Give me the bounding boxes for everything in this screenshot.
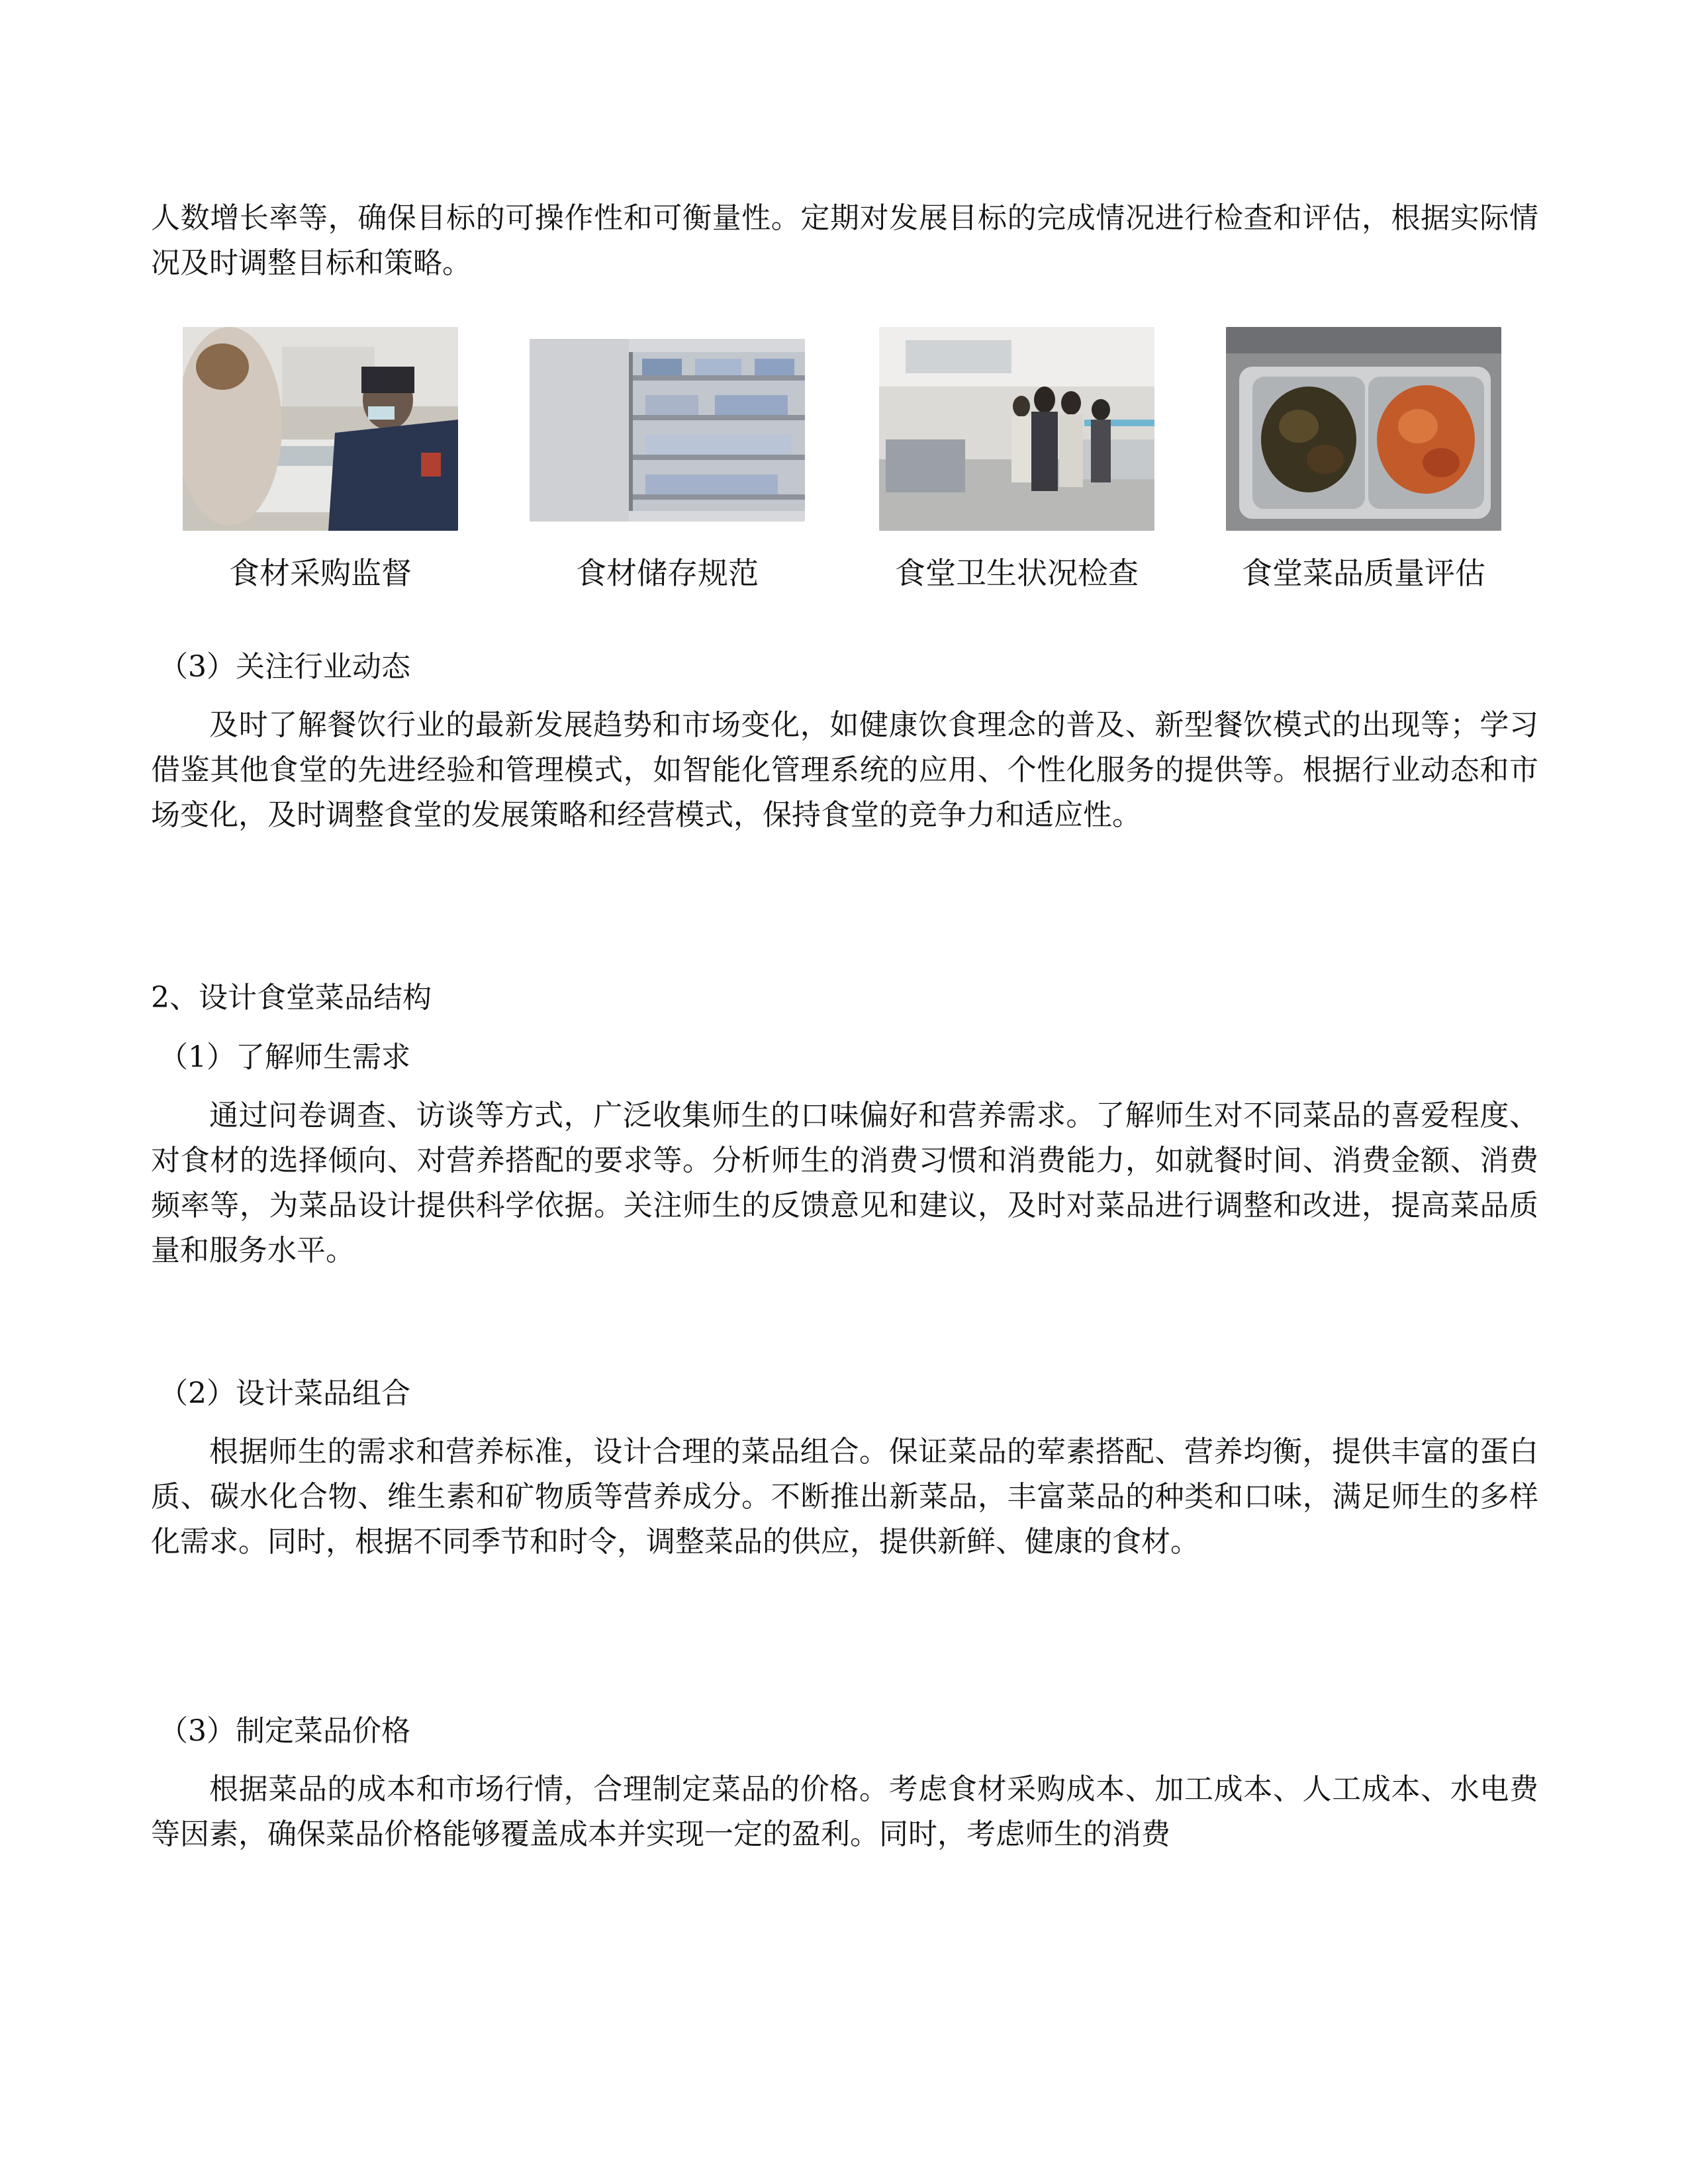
section-heading-industry-trends: （3）关注行业动态 [159, 650, 410, 684]
section-heading-menu-structure: 2、设计食堂菜品结构 [151, 981, 432, 1015]
storage-shelf-photo [530, 339, 805, 522]
inspection-photo [183, 327, 458, 531]
industry-trends-paragraph: 及时了解餐饮行业的最新发展趋势和市场变化，如健康饮食理念的普及、新型餐饮模式的出现等；学习借鉴其他食堂的先进经验和管理模式，如智能化管理系统的应用、个性化服务的提供等。根据行业动态和市场变化，及时调整食堂的发展策略和经营模式，保持食堂的竞争力和适应性。 [151, 708, 1538, 832]
pricing-paragraph: 根据菜品的成本和市场行情，合理制定菜品的价格。考虑食材采购成本、加工成本、人工成本、水电费等因素，确保菜品价格能够覆盖成本并实现一定的盈利。同时，考虑师生的消费 [151, 1772, 1538, 1851]
needs-paragraph: 通过问卷调查、访谈等方式，广泛收集师生的口味偏好和营养需求。了解师生对不同菜品的喜爱程度、对食材的选择倾向、对营养搭配的要求等。分析师生的消费习惯和消费能力，如就餐时间、消费金额、消费频率等，为菜品设计提供科学依据。关注师生的反馈意见和建议，及时对菜品进行调整和改进，提高菜品质量和服务水平。 [151, 1099, 1538, 1267]
combination-paragraph: 根据师生的需求和营养标准，设计合理的菜品组合。保证菜品的荤素搭配、营养均衡，提供丰富的蛋白质、碳水化合物、维生素和矿物质等营养成分。不断推出新菜品，丰富菜品的种类和口味，满足师生的多样化需求。同时，根据不同季节和时令，调整菜品的供应，提供新鲜、健康的食材。 [151, 1435, 1538, 1559]
canteen-hall-photo [879, 327, 1154, 531]
food-tray-photo [1226, 327, 1501, 531]
photo-caption-4: 食堂菜品质量评估 [1242, 555, 1485, 591]
photo-caption-2: 食材储存规范 [576, 555, 759, 591]
section-heading-needs: （1）了解师生需求 [159, 1040, 410, 1074]
photo-caption-3: 食堂卫生状况检查 [895, 555, 1139, 591]
intro-paragraph: 人数增长率等，确保目标的可操作性和可衡量性。定期对发展目标的完成情况进行检查和评估，根据实际情况及时调整目标和策略。 [151, 201, 1538, 280]
photo-caption-1: 食材采购监督 [229, 555, 412, 591]
section-heading-combination: （2）设计菜品组合 [159, 1377, 410, 1410]
section-heading-pricing: （3）制定菜品价格 [159, 1714, 410, 1748]
